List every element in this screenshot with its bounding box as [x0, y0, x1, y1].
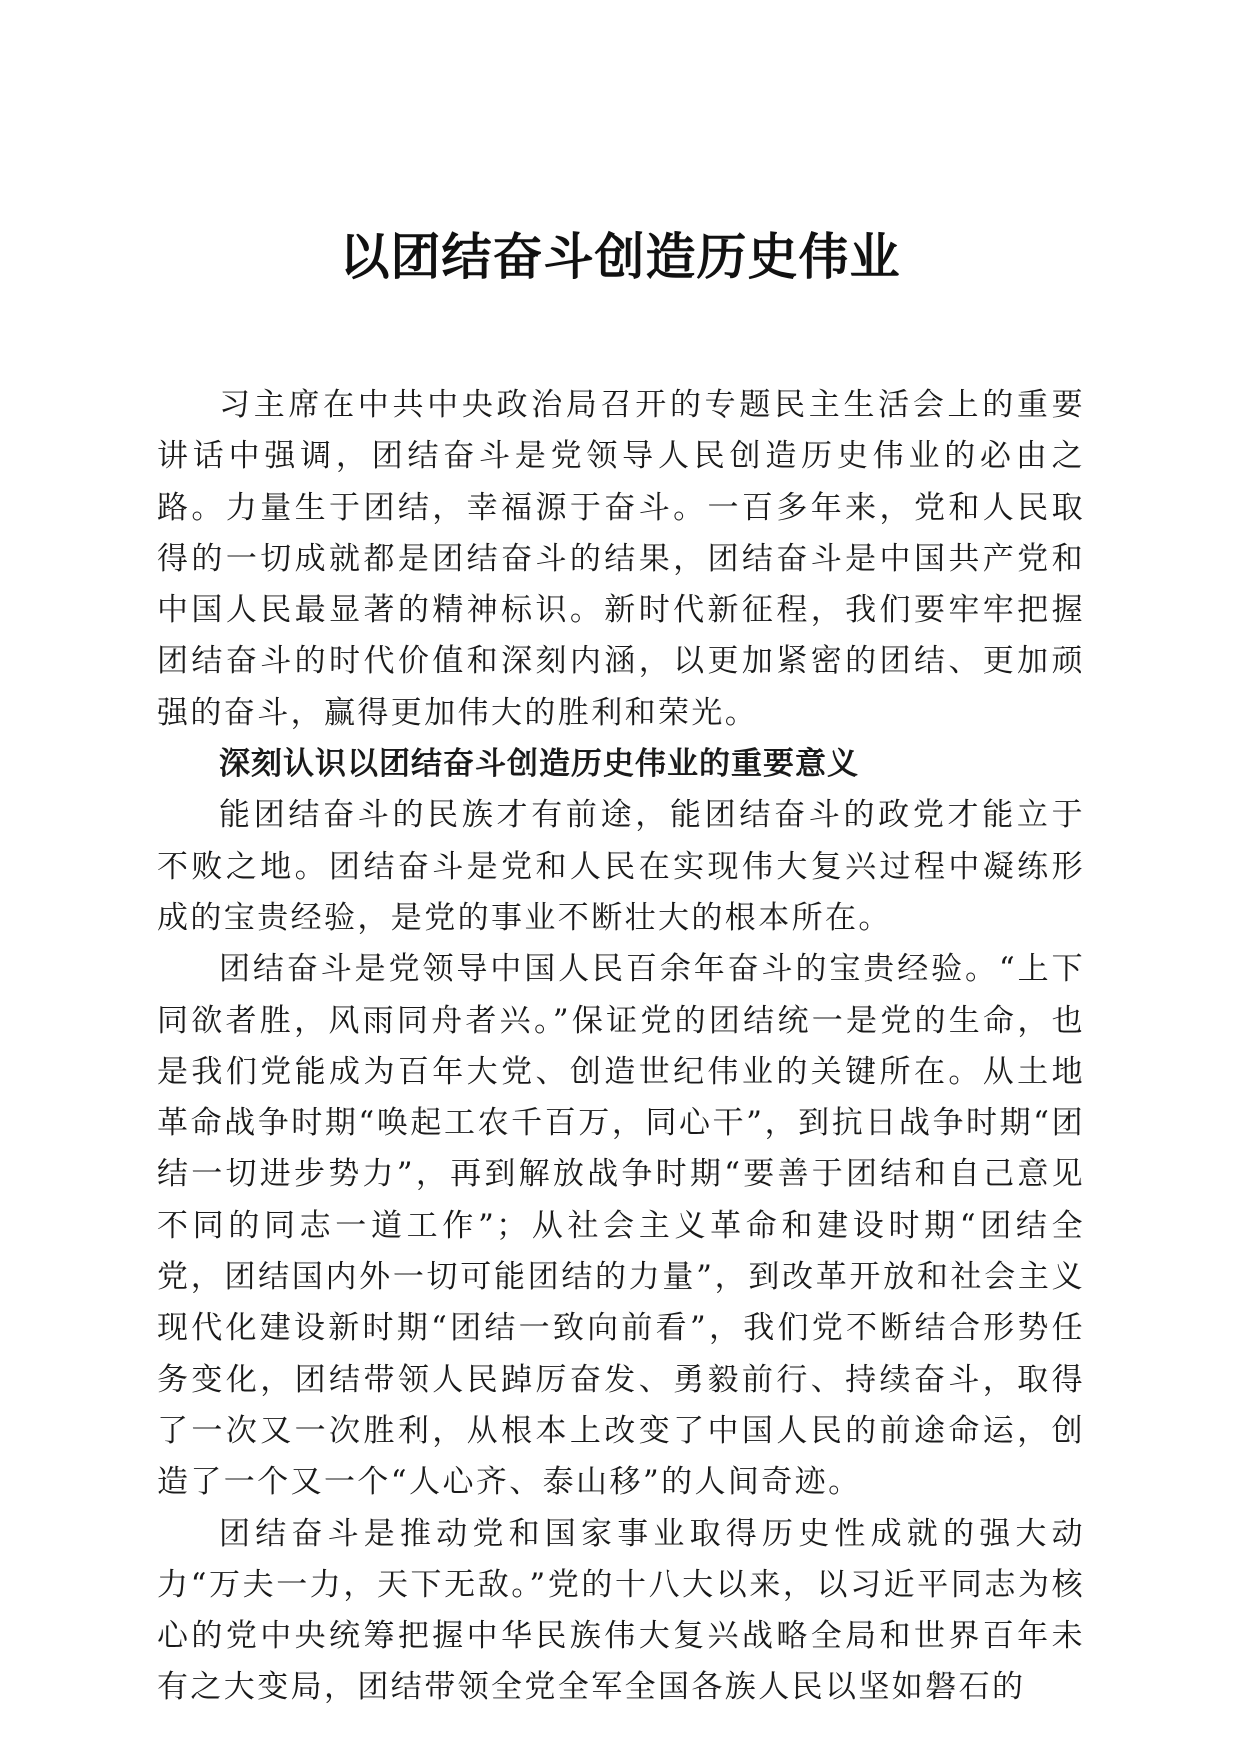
document-body [157, 380, 1085, 1714]
paragraph-2: 能团结奋斗的民族才有前途，能团结奋斗的政党才能立于不败之地。团结奋斗是党和人民在实现伟大复兴过程中凝练形成的宝贵经验，是党的事业不断壮大的根本所在。 [157, 797, 1085, 936]
paragraph-3: 团结奋斗是党领导中国人民百余年奋斗的宝贵经验。“上下同欲者胜，风雨同舟者兴。”保证党的团结统一是党的生命，也是我们党能成为百年大党、创造世纪伟业的关键所在。从土地革命战争时期“唤起工农千百万，同心干”，到抗日战争时期“团结一切进步势力”，再到解放战争时期“要善于团结和自己意见不同的同志一道工作”；从社会主义革命和建设时期“团结全党，团结国内外一切可能团结的力量”，到改革开放和社会主义现代化建设新时期“团结一致向前看”，我们党不断结合形势任务变化，团结带领人民踔厉奋发、勇毅前行、持续奋斗，取得了一次又一次胜利，从根本上改变了中国人民的前途命运，创造了一个又一个“人心齐、泰山移”的人间奇迹。 [157, 951, 1085, 1501]
document-title: 以团结奋斗创造历史伟业 [339, 227, 901, 286]
paragraph-intro: 习主席在中共中央政治局召开的专题民主生活会上的重要讲话中强调，团结奋斗是党领导人民创造历史伟业的必由之路。力量生于团结，幸福源于奋斗。一百多年来，党和人民取得的一切成就都是团结奋斗的结果，团结奋斗是中国共产党和中国人民最显著的精神标识。新时代新征程，我们要牢牢把握团结奋斗的时代价值和深刻内涵，以更加紧密的团结、更加顽强的奋斗，赢得更加伟大的胜利和荣光。 [157, 387, 1085, 731]
paragraph-4: 团结奋斗是推动党和国家事业取得历史性成就的强大动力“万夫一力，天下无敌。”党的十八大以来，以习近平同志为核心的党中央统筹把握中华民族伟大复兴战略全局和世界百年未有之大变局，团结带领全党全军全国各族人民以坚如磐石的 [157, 1515, 1085, 1706]
section-heading: 深刻认识以团结奋斗创造历史伟业的重要意义 [219, 746, 859, 783]
